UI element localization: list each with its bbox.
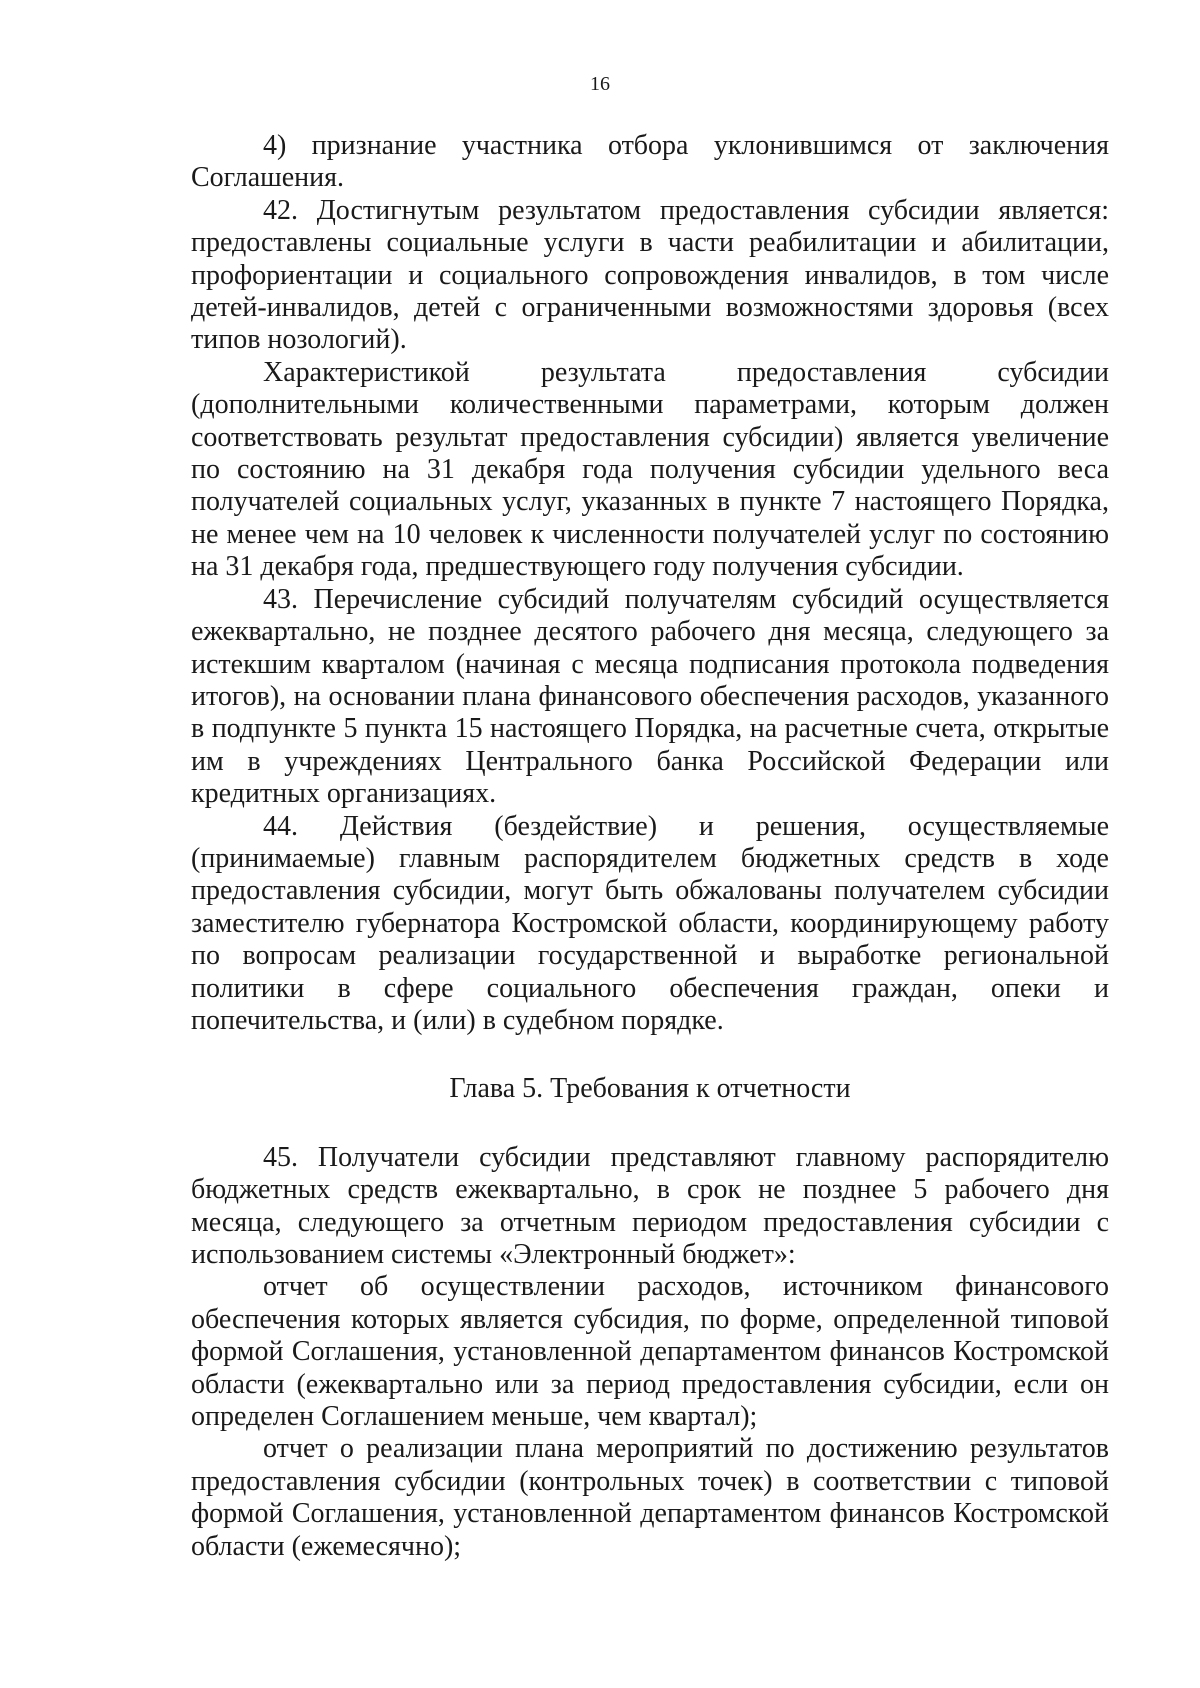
paragraph-44: 44. Действия (бездействие) и решения, осуществляемые (принимаемые) главным распорядителем бюджетных средств в ходе предоставления субсидии, могут быть обжалованы получателем субсидии заместителю губернатора Костромской области, координирующему работу по вопросам реализации государственной и выработке региональной политики в сфере социального обеспечения граждан, опеки и попечительства, и (или) в судебном порядке. (191, 810, 1109, 1036)
chapter-heading: Глава 5. Требования к отчетности (449, 1073, 851, 1105)
paragraph-42-characteristic: Характеристикой результата предоставления субсидии (дополнительными количественными параметрами, которым должен соответствовать результат предоставления субсидии) является увеличение по состоянию на 31 декабря года получения субсидии удельного веса получателей социальных услуг, указанных в пункте 7 настоящего Порядка, не менее чем на 10 человек к численности получателей услуг по состоянию на 31 декабря года, предшествующего году получения субсидии. (191, 356, 1109, 583)
document-body (191, 130, 1109, 1563)
paragraph-45-plan-report: отчет о реализации плана мероприятий по достижению результатов предоставления субсидии (контрольных точек) в соответствии с типовой формой Соглашения, установленной департаментом финансов Костромской области (ежемесячно); (191, 1433, 1109, 1562)
paragraph-43: 43. Перечисление субсидий получателям субсидий осуществляется ежеквартально, не позднее десятого рабочего дня месяца, следующего за истекшим кварталом (начиная с месяца подписания протокола подведения итогов), на основании плана финансового обеспечения расходов, указанного в подпункте 5 пункта 15 настоящего Порядка, на расчетные счета, открытые им в учреждениях Центрального банка Российской Федерации или кредитных организациях. (191, 583, 1109, 810)
paragraph-4-refusal: 4) признание участника отбора уклонившимся от заключения Соглашения. (191, 130, 1109, 194)
page-number: 16 (590, 73, 610, 95)
paragraph-45: 45. Получатели субсидии представляют главному распорядителю бюджетных средств ежеквартально, в срок не позднее 5 рабочего дня месяца, следующего за отчетным периодом предоставления субсидии с использованием системы «Электронный бюджет»: (191, 1141, 1109, 1270)
paragraph-42: 42. Достигнутым результатом предоставления субсидии является: предоставлены социальные услуги в части реабилитации и абилитации, профориентации и социального сопровождения инвалидов, в том числе детей-инвалидов, детей с ограниченными возможностями здоровья (всех типов нозологий). (191, 194, 1109, 356)
paragraph-45-expense-report: отчет об осуществлении расходов, источником финансового обеспечения которых является субсидия, по форме, определенной типовой формой Соглашения, установленной департаментом финансов Костромской области (ежеквартально или за период предоставления субсидии, если он определен Соглашением меньше, чем квартал); (191, 1271, 1109, 1433)
